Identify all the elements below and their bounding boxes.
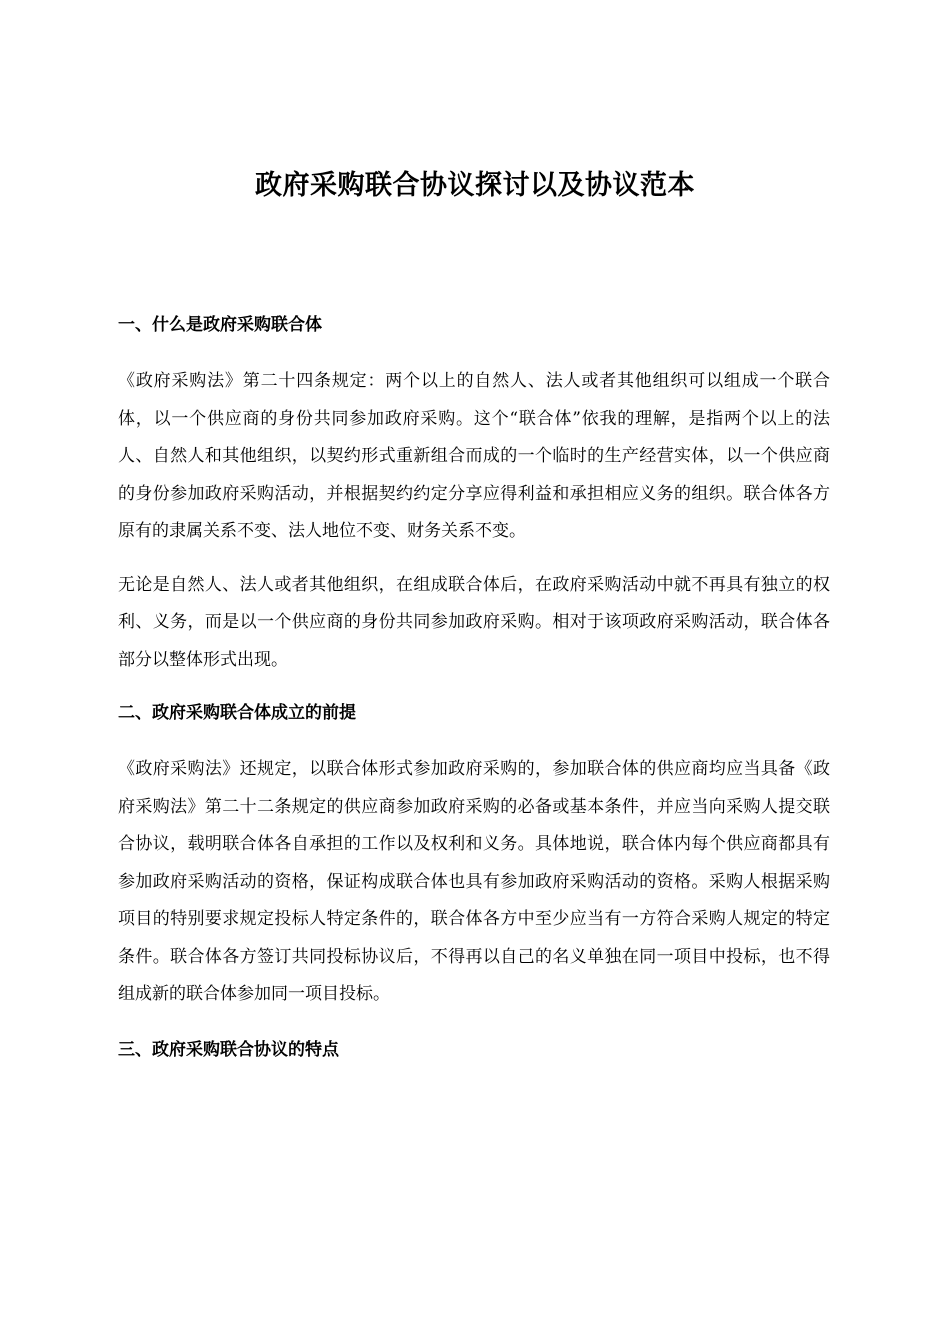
section-1-paragraph-2: 无论是自然人、法人或者其他组织，在组成联合体后，在政府采购活动中就不再具有独立的权利、义务，而是以一个供应商的身份共同参加政府采购。相对于该项政府采购活动，联合体各部分以整体形式出现。 bbox=[118, 574, 830, 670]
section-heading-2: 二、政府采购联合体成立的前提 bbox=[118, 703, 356, 723]
section-heading-3: 三、政府采购联合协议的特点 bbox=[118, 1039, 339, 1060]
document-body bbox=[118, 307, 830, 1068]
document-title: 政府采购联合协议探讨以及协议范本 bbox=[255, 170, 695, 201]
section-1-paragraph-1: 《政府采购法》第二十四条规定：两个以上的自然人、法人或者其他组织可以组成一个联合体，以一个供应商的身份共同参加政府采购。这个“联合体”依我的理解，是指两个以上的法人、自然人和其他组织，以契约形式重新组合而成的一个临时的生产经营实体，以一个供应商的身份参加政府采购活动，并根据契约约定分享应得利益和承担相应义务的组织。联合体各方原有的隶属关系不变、法人地位不变、财务关系不变。 bbox=[118, 371, 830, 541]
section-2-paragraph-1: 《政府采购法》还规定，以联合体形式参加政府采购的，参加联合体的供应商均应当具备《政府采购法》第二十二条规定的供应商参加政府采购的必备或基本条件，并应当向采购人提交联合协议，载明联合体各自承担的工作以及权利和义务。具体地说，联合体内每个供应商都具有参加政府采购活动的资格，保证构成联合体也具有参加政府采购活动的资格。采购人根据采购项目的特别要求规定投标人特定条件的，联合体各方中至少应当有一方符合采购人规定的特定条件。联合体各方签订共同投标协议后，不得再以自己的名义单独在同一项目中投标，也不得组成新的联合体参加同一项目投标。 bbox=[118, 759, 830, 1004]
section-heading-1: 一、什么是政府采购联合体 bbox=[118, 315, 322, 335]
